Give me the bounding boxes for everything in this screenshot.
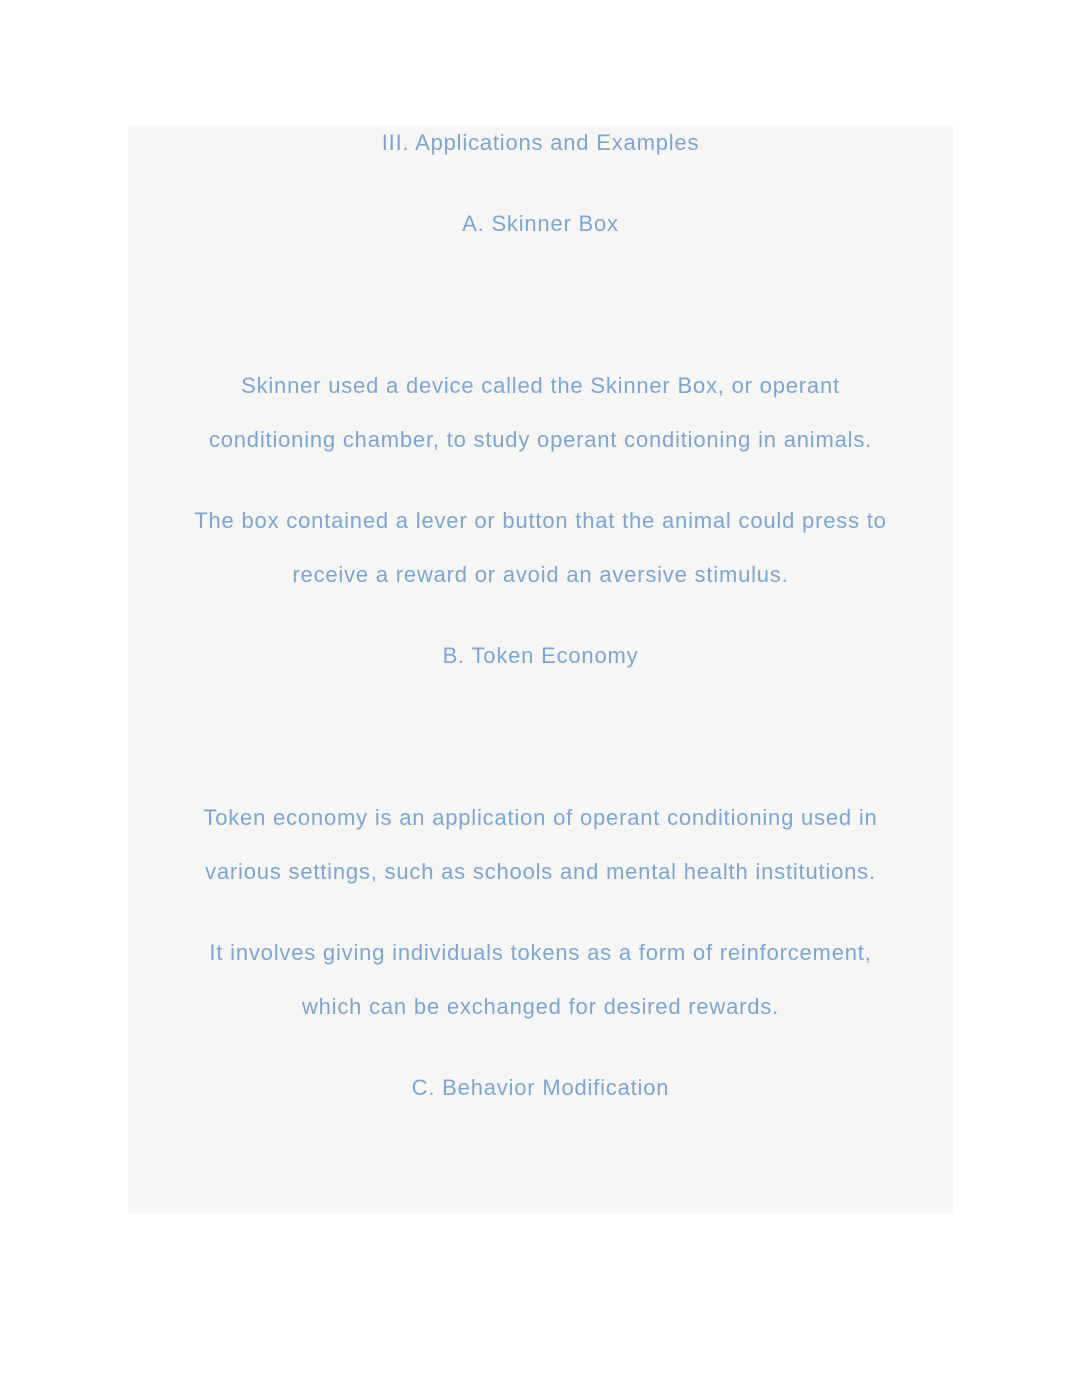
section-title-a: A. Skinner Box xyxy=(462,211,619,236)
paragraph xyxy=(128,791,953,899)
paragraph-line: The box contained a lever or button that the animal could press to xyxy=(194,508,887,533)
blank-line xyxy=(128,278,953,332)
paragraph-line: various settings, such as schools and mental health institutions. xyxy=(205,859,876,884)
paragraph xyxy=(128,926,953,1034)
paragraph-line: which can be exchanged for desired rewards. xyxy=(301,994,780,1019)
paragraph-line: conditioning chamber, to study operant conditioning in animals. xyxy=(208,427,873,452)
paragraph-line: Token economy is an application of operant conditioning used in xyxy=(203,805,878,830)
section-title-b: B. Token Economy xyxy=(442,643,639,668)
paragraph xyxy=(128,494,953,602)
paragraph xyxy=(128,359,953,467)
paragraph-line: It involves giving individuals tokens as a form of reinforcement, xyxy=(209,940,872,965)
main-heading: III. Applications and Examples xyxy=(381,130,700,155)
blank-line xyxy=(128,710,953,764)
page-content xyxy=(128,116,953,1142)
paragraph-line: Skinner used a device called the Skinner Box, or operant xyxy=(241,373,840,398)
paragraph-line: receive a reward or avoid an aversive stimulus. xyxy=(292,562,789,587)
section-title-c: C. Behavior Modification xyxy=(411,1075,670,1100)
